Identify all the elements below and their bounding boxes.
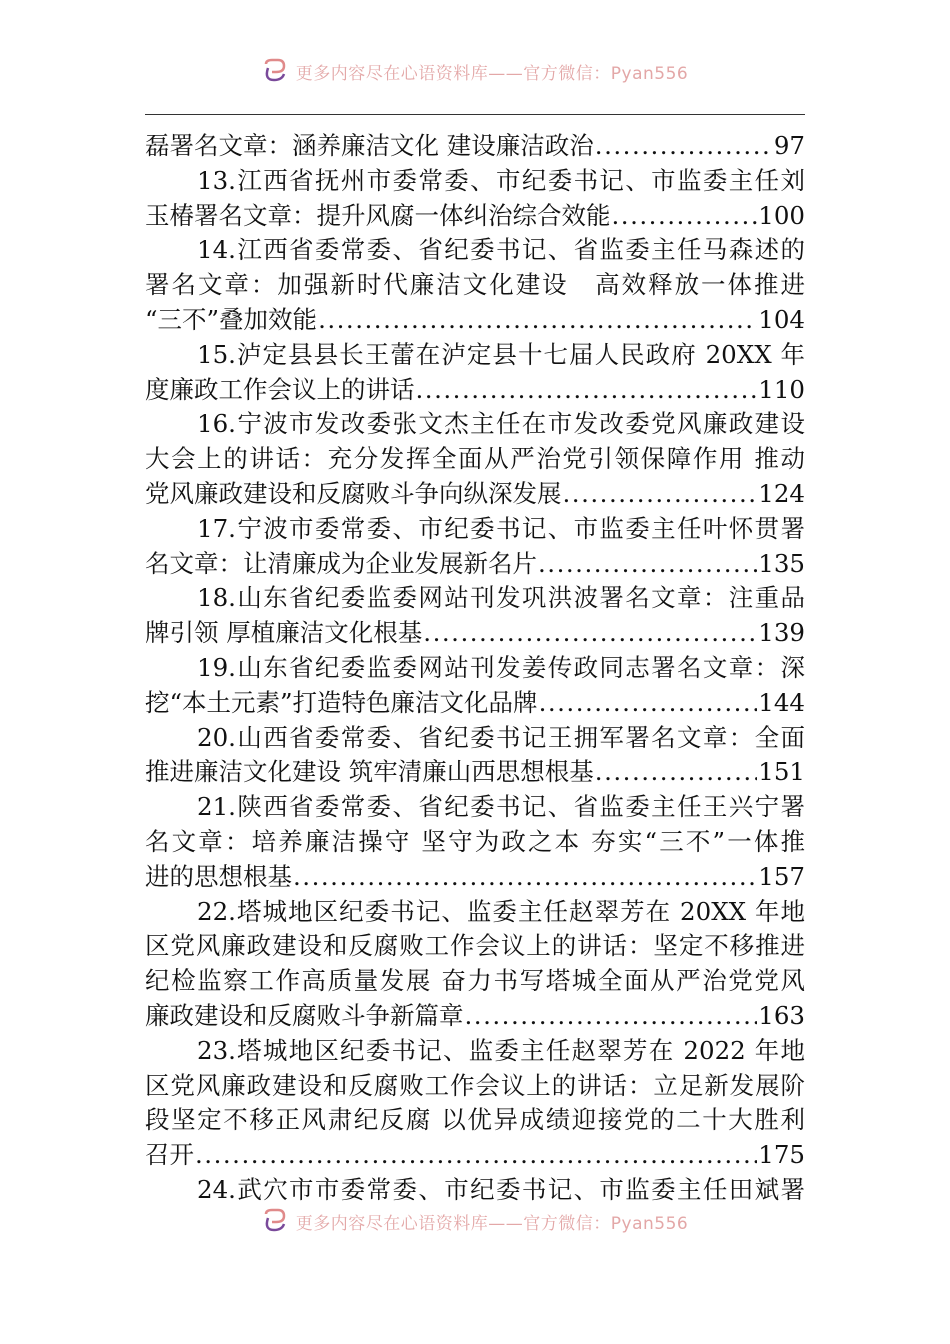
toc-line-text: 21.陕西省委常委、省纪委书记、省监委主任王兴宁署 bbox=[197, 792, 805, 822]
header-rule bbox=[145, 114, 805, 115]
toc-line bbox=[145, 790, 805, 825]
toc-page-number: 144 bbox=[758, 687, 805, 717]
toc-line-text: 召开 bbox=[145, 1140, 194, 1170]
toc-page-number: 110 bbox=[758, 374, 805, 404]
toc-page-number: 139 bbox=[758, 618, 805, 648]
toc-leader-dots bbox=[539, 686, 758, 721]
toc-line bbox=[145, 1173, 805, 1208]
toc-line bbox=[145, 199, 805, 234]
toc-leader-dots bbox=[563, 477, 758, 512]
toc-leader-dots bbox=[318, 303, 757, 338]
toc-page-number: 124 bbox=[758, 478, 805, 508]
toc-page-number: 157 bbox=[758, 861, 805, 891]
toc-line bbox=[145, 303, 805, 338]
toc-line-text: 党风廉政建设和反腐败斗争向纵深发展 bbox=[145, 478, 562, 508]
toc-line bbox=[145, 1103, 805, 1138]
toc-line bbox=[145, 1138, 805, 1173]
toc-line-text: 推进廉洁文化建设 筑牢清廉山西思想根基 bbox=[145, 757, 594, 787]
toc-line bbox=[145, 999, 805, 1034]
toc-line-text: 大会上的讲话：充分发挥全面从严治党引领保障作用 推动 bbox=[145, 444, 805, 474]
toc-line bbox=[145, 964, 805, 999]
toc-leader-dots bbox=[293, 860, 757, 895]
toc-line-text: 进的思想根基 bbox=[145, 861, 292, 891]
footer-watermark-text: 更多内容尽在心语资料库——官方微信：Pyan556 bbox=[295, 1213, 689, 1234]
table-of-contents bbox=[145, 129, 805, 1208]
logo-icon bbox=[262, 58, 288, 84]
toc-line bbox=[145, 895, 805, 930]
toc-leader-dots bbox=[195, 1138, 757, 1173]
toc-line bbox=[145, 407, 805, 442]
toc-leader-dots bbox=[465, 999, 758, 1034]
toc-line-text: 20.山西省委常委、省纪委书记王拥军署名文章：全面 bbox=[197, 722, 805, 752]
toc-line-text: 名文章：让清廉成为企业发展新名片 bbox=[145, 548, 537, 578]
toc-leader-dots bbox=[612, 199, 758, 234]
toc-line-text: 13.江西省抚州市委常委、市纪委书记、市监委主任刘 bbox=[197, 165, 805, 195]
toc-line-text: 17.宁波市委常委、市纪委书记、市监委主任叶怀贯署 bbox=[197, 513, 805, 543]
header-watermark bbox=[0, 56, 950, 86]
toc-line-text: 19.山东省纪委监委网站刊发姜传政同志署名文章：深 bbox=[197, 652, 805, 682]
toc-line-text: 磊署名文章：涵养廉洁文化 建设廉洁政治 bbox=[145, 131, 594, 160]
toc-line-text: 23.塔城地区纪委书记、监委主任赵翠芳在 2022 年地 bbox=[197, 1035, 805, 1065]
toc-line bbox=[145, 825, 805, 860]
toc-line-text: 度廉政工作会议上的讲话 bbox=[145, 374, 415, 404]
toc-page-number: 135 bbox=[758, 548, 805, 578]
toc-line bbox=[145, 512, 805, 547]
toc-line-text: 18.山东省纪委监委网站刊发巩洪波署名文章：注重品 bbox=[197, 583, 805, 613]
toc-leader-dots bbox=[538, 547, 757, 582]
toc-line bbox=[145, 547, 805, 582]
toc-leader-dots bbox=[423, 616, 757, 651]
toc-line-text: 纪检监察工作高质量发展 奋力书写塔城全面从严治党党风 bbox=[145, 966, 805, 996]
toc-leader-dots bbox=[595, 129, 773, 164]
toc-line bbox=[145, 129, 805, 164]
toc-line bbox=[145, 1069, 805, 1104]
toc-line-text: 挖“本土元素”打造特色廉洁文化品牌 bbox=[145, 687, 538, 717]
toc-line-text: 玉椿署名文章：提升风腐一体纠治综合效能 bbox=[145, 200, 611, 230]
toc-line-text: 牌引领 厚植廉洁文化根基 bbox=[145, 618, 423, 648]
toc-line bbox=[145, 860, 805, 895]
toc-line-text: 15.泸定县县长王蕾在泸定县十七届人民政府 20XX 年 bbox=[197, 339, 805, 369]
toc-page-number: 151 bbox=[758, 757, 805, 787]
toc-line bbox=[145, 755, 805, 790]
toc-line-text: 廉政建设和反腐败斗争新篇章 bbox=[145, 1000, 464, 1030]
toc-line bbox=[145, 442, 805, 477]
toc-page-number: 163 bbox=[758, 1000, 805, 1030]
toc-line bbox=[145, 581, 805, 616]
toc-line-text: 14.江西省委常委、省纪委书记、省监委主任马森述的 bbox=[197, 235, 805, 265]
toc-line bbox=[145, 233, 805, 268]
toc-line bbox=[145, 338, 805, 373]
footer-watermark bbox=[0, 1206, 950, 1236]
toc-line bbox=[145, 616, 805, 651]
toc-line bbox=[145, 268, 805, 303]
header-watermark-text: 更多内容尽在心语资料库——官方微信：Pyan556 bbox=[295, 63, 689, 84]
toc-line-text: 22.塔城地区纪委书记、监委主任赵翠芳在 20XX 年地 bbox=[197, 896, 805, 926]
toc-line bbox=[145, 477, 805, 512]
toc-leader-dots bbox=[595, 755, 757, 790]
toc-line bbox=[145, 686, 805, 721]
logo-icon bbox=[262, 1208, 288, 1234]
toc-line-text: 16.宁波市发改委张文杰主任在市发改委党风廉政建设 bbox=[197, 409, 805, 439]
toc-line-text: 名文章：培养廉洁操守 坚守为政之本 夯实“三不”一体推 bbox=[145, 826, 805, 856]
toc-page-number: 97 bbox=[773, 131, 805, 160]
toc-line bbox=[145, 164, 805, 199]
toc-line bbox=[145, 1034, 805, 1069]
toc-line-text: 署名文章：加强新时代廉洁文化建设 高效释放一体推进 bbox=[145, 270, 805, 300]
toc-line-text: 段坚定不移正风肃纪反腐 以优异成绩迎接党的二十大胜利 bbox=[145, 1105, 805, 1135]
toc-page-number: 175 bbox=[758, 1140, 805, 1170]
toc-line-text: “三不”叠加效能 bbox=[145, 304, 318, 334]
toc-page-number: 100 bbox=[758, 200, 805, 230]
toc-page-number: 104 bbox=[758, 304, 805, 334]
toc-line bbox=[145, 929, 805, 964]
toc-line bbox=[145, 373, 805, 408]
toc-line bbox=[145, 721, 805, 756]
toc-line-text: 24.武穴市市委常委、市纪委书记、市监委主任田斌署 bbox=[197, 1174, 805, 1204]
toc-line-text: 区党风廉政建设和反腐败工作会议上的讲话：坚定不移推进 bbox=[145, 931, 805, 961]
toc-leader-dots bbox=[416, 373, 758, 408]
toc-line bbox=[145, 651, 805, 686]
toc-line-text: 区党风廉政建设和反腐败工作会议上的讲话：立足新发展阶 bbox=[145, 1070, 805, 1100]
